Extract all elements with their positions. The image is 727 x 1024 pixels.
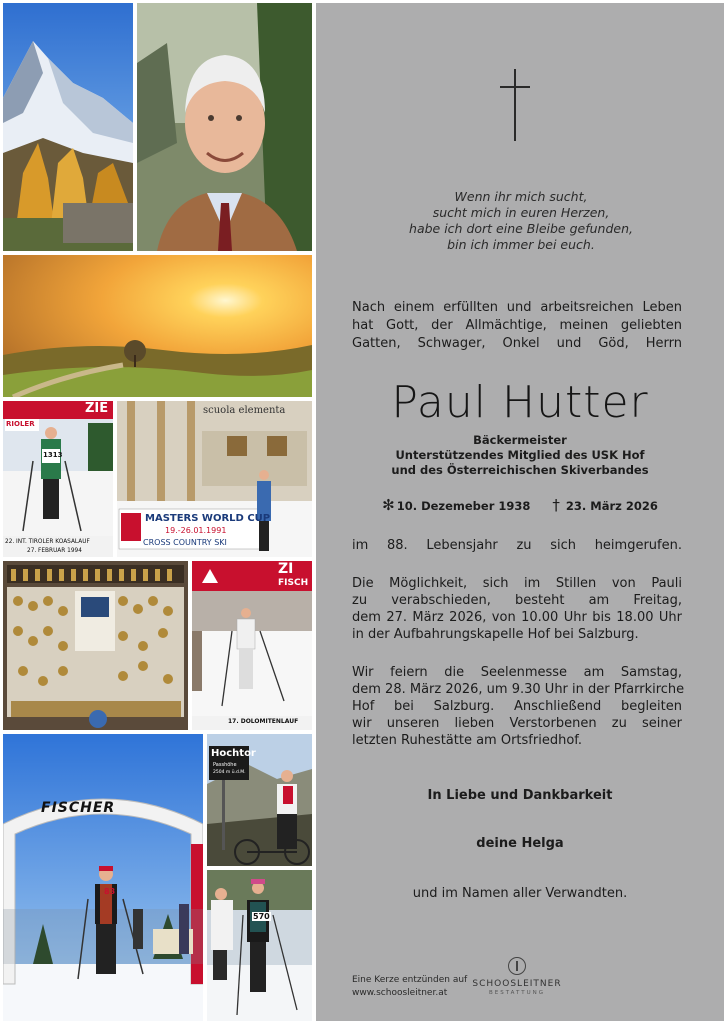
closing-relatives: und im Namen aller Verwandten. [412,886,628,901]
trophy-wall-photo [3,561,188,730]
obituary-panel [316,3,724,1021]
title-line: Bäckermeister [473,433,567,447]
portrait-photo [137,3,312,251]
dolomiten-banner-fischer: FISCH [278,578,309,588]
tree-emblem-icon [508,957,526,975]
hochtor-photo [207,734,312,866]
ski-caption-date: 27. FEBRUAR 1994 [27,548,82,554]
brand-subtitle: BESTATTUNG [488,990,546,996]
farewell-line: dem 27. März 2026, von 10.00 Uhr bis 18.00 Uhr [352,610,682,625]
hochtor-sign-3: 2504 m ü.d.M. [213,770,246,775]
poem-line: habe ich dort eine Bleibe gefunden, [409,221,633,236]
dolomiten-banner: ZI [278,561,294,577]
farewell-line: Die Möglichkeit, sich im Stillen von Pauli [352,576,682,591]
farewell-line: zu verabschieden, besteht am Freitag, [352,593,682,608]
birth-star-icon: ✻ [382,496,395,514]
poem-line: Wenn ihr mich sucht, [454,189,588,204]
birth-date: 10. Dezemeber 1938 [396,499,531,513]
masters-dates: 19.-26.01.1991 [165,526,227,535]
ski-caption-koasalauf: 22. INT. TIROLER KOASALAUF [5,539,90,545]
dolomitenlauf-photo [192,561,312,730]
cross-icon [500,69,530,141]
deceased-titles [316,433,724,478]
farewell-line: in der Aufbahrungskapelle Hof bei Salzburg. [352,627,639,642]
age-line [352,537,682,554]
mass-line: dem 28. März 2026, um 9.30 Uhr in der Pfarrkirche [352,682,685,697]
deceased-name: Paul Hutter [391,377,649,428]
masters-banner: MASTERS WORLD CUP [145,513,271,524]
intro-text [352,299,682,353]
poem-line: bin ich immer bei euch. [447,237,595,252]
candle-note [352,974,467,1000]
mass-line: letzten Ruhestätte am Ortsfriedhof. [352,733,583,748]
candle-link[interactable]: www.schoosleitner.at [352,988,448,998]
brand-name: SCHOOSLEITNER [472,979,562,989]
ski-bib-1313: 1313 [43,451,63,459]
dolomiten-caption: 17. DOLOMITENLAUF [228,718,299,725]
mass-line: wir unseren lieben Verstorbenen zu seiner [352,716,682,731]
mass-line: Wir feiern die Seelenmesse am Samstag, [352,665,682,680]
ski-570-bib: 570 [253,912,270,921]
mass-text [352,664,685,749]
mass-line: Hof bei Salzburg. Anschließend begleiten [352,699,682,714]
closing-signature: deine Helga [476,836,564,851]
fischer-bib: 83 [104,887,116,896]
title-line: Unterstützendes Mitglied des USK Hof [395,448,645,462]
hochtor-sign: Hochtor [211,748,256,759]
death-cross-icon: † [552,496,560,514]
hochtor-sign-2: Passhöhe [213,762,237,768]
age-text: im 88. Lebensjahr zu sich heimgerufen. [352,538,682,553]
ski-banner-zie: ZIE [85,401,109,416]
intro-line: Nach einem erfüllten und arbeitsreichen Leben [352,300,682,315]
title-line: und des Österreichischen Skiverbandes [391,463,649,477]
intro-line: hat Gott, der Allmächtige, meinen geliebten [352,318,682,333]
poem [336,189,706,253]
funeral-home-logo [472,957,562,996]
masters-cross-country: CROSS COUNTRY SKI [143,538,227,547]
poem-line: sucht mich in euren Herzen, [432,205,610,220]
fischer-arch-photo [3,734,203,1021]
death-date: 23. März 2026 [565,499,658,513]
fischer-arch-text: FISCHER [41,800,116,816]
sunrise-photo [3,255,312,397]
farewell-text [352,575,682,643]
ski-tirol-photo [3,401,113,557]
life-dates [316,496,724,514]
ski-570-photo [207,870,312,1021]
closing-love: In Liebe und Dankbarkeit [427,788,613,803]
candle-text: Eine Kerze entzünden auf [352,975,468,985]
ski-sign: RIOLER [6,420,35,428]
intro-line: Gatten, Schwager, Onkel und Göd, Herrn [352,336,682,351]
mountain-photo [3,3,133,251]
school-sign: scuola elementa [203,405,286,416]
masters-world-cup-photo [117,401,312,557]
